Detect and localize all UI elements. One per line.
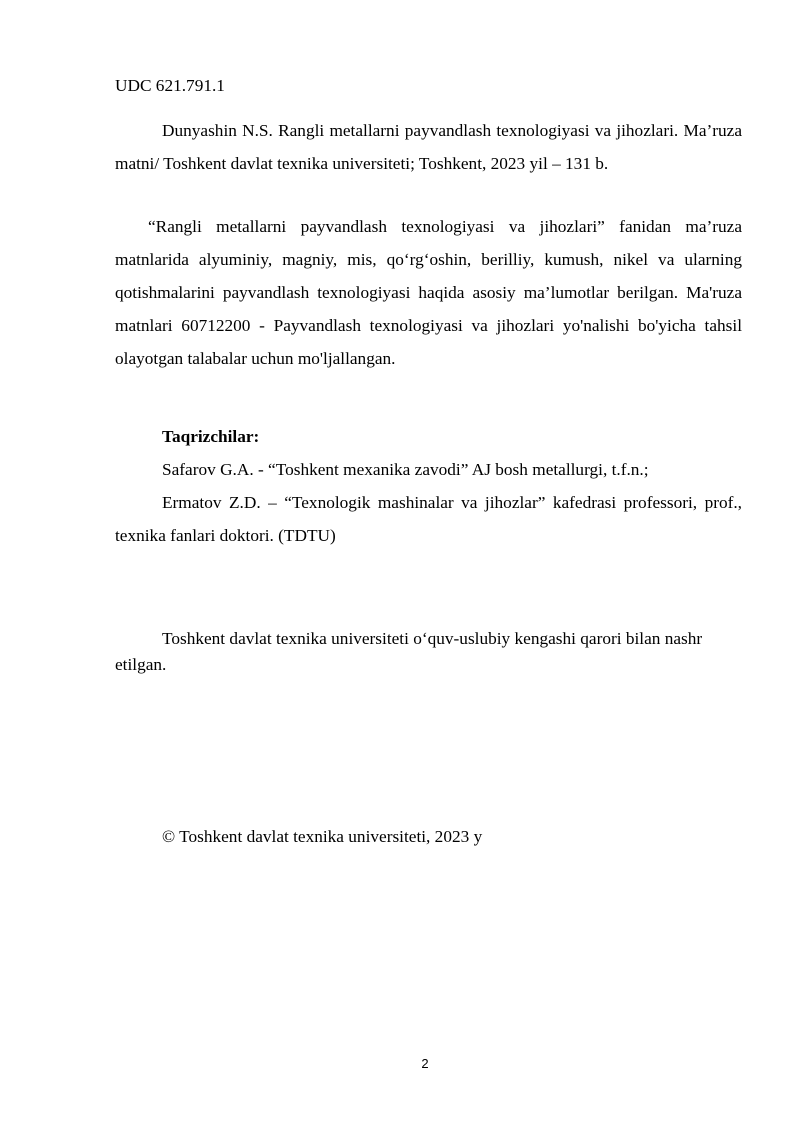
page-number: 2	[421, 1056, 429, 1071]
annotation-paragraph: “Rangli metallarni payvandlash texnologiyasi va jihozlari” fanidan ma’ruza matnlarida alyuminiy, magniy, mis, qo‘rg‘oshin, berilliy, kumush, nikel va ularning qotishmalarini payvandlash texnologiyasi haqida asosiy ma’lumotlar berilgan. Ma'ruza matnlari 60712200 - Payvandlash texnologiyasi va jihozlari yo'nalishi bo'yicha tahsil olayotgan talabalar uchun mo'ljallangan.	[115, 217, 742, 368]
copyright-line: © Toshkent davlat texnika universiteti, 2023 y	[162, 827, 483, 846]
reviewer-item: Safarov G.A. - “Toshkent mexanika zavodi” AJ bosh metallurgi, t.f.n.;	[162, 460, 649, 479]
reviewers-title: Taqrizchilar:	[162, 427, 260, 446]
reviewer-item: Ermatov Z.D. – “Texnologik mashinalar va jihozlar” kafedrasi professori, prof., texnika fanlari doktori. (TDTU)	[115, 493, 742, 545]
bibliographic-record: Dunyashin N.S. Rangli metallarni payvandlash texnologiyasi va jihozlari. Ma’ruza matni/ Toshkent davlat texnika universiteti; Toshkent, 2023 yil – 131 b.	[115, 121, 742, 173]
udc-code: UDC 621.791.1	[115, 76, 225, 95]
publication-approval: Toshkent davlat texnika universiteti o‘quv-uslubiy kengashi qarori bilan nashr etilgan.	[115, 629, 703, 674]
reviewers-section	[115, 420, 742, 552]
